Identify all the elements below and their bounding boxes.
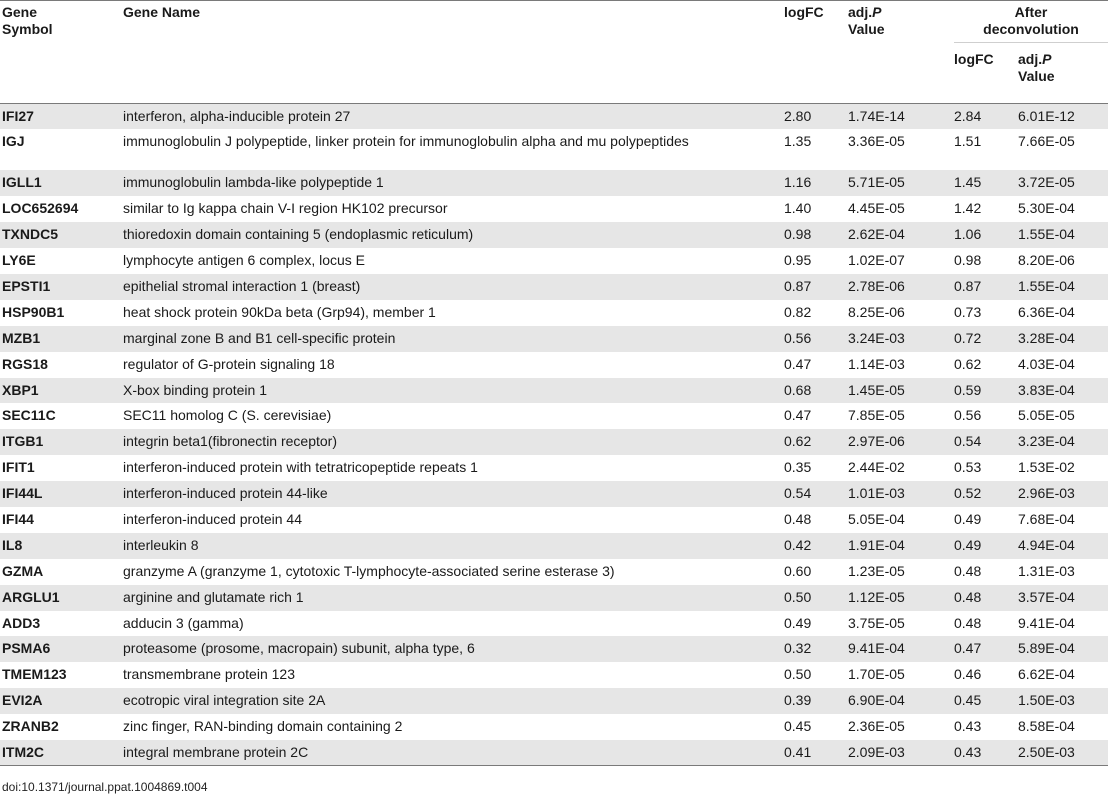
after-adj-p-cell: 4.03E-04 [1018,355,1075,372]
logfc-cell: 2.80 [784,104,838,130]
logfc-cell: 0.50 [784,666,812,683]
gene-name-cell: interferon-induced protein 44-like [120,481,784,507]
gene-name-cell: integrin beta1(fibronectin receptor) [120,429,784,455]
after-logfc-cell: 0.47 [954,636,1008,662]
after-adj-p-cell: 3.57E-04 [1008,585,1108,611]
adj-p-cell: 1.91E-04 [838,533,954,559]
table-row [0,170,1108,196]
gene-name-cell: transmembrane protein 123 [123,666,295,683]
logfc-cell: 0.87 [784,274,838,300]
logfc-cell: 0.32 [784,636,838,662]
gene-name-cell: immunoglobulin J polypeptide, linker protein for immunoglobulin alpha and mu polypeptides [123,133,689,150]
gene-symbol-cell: ARGLU1 [0,585,120,611]
after-adj-p-cell: 5.30E-04 [1018,200,1075,217]
logfc-cell: 0.54 [784,481,838,507]
gene-name-cell: arginine and glutamate rich 1 [120,585,784,611]
logfc-cell: 0.82 [784,303,812,320]
adj-p-cell: 1.45E-05 [838,378,954,404]
after-logfc-cell: 1.06 [954,222,1008,248]
after-logfc-cell: 2.84 [954,104,1008,130]
adj-p-cell: 4.45E-05 [848,200,905,217]
gene-symbol-cell: ADD3 [2,614,41,631]
header-adj-p-prefix: adj. [848,4,873,20]
table-row [0,533,1108,559]
table-row [0,559,1108,585]
gene-name-cell: heat shock protein 90kDa beta (Grp94), member 1 [123,303,436,320]
logfc-cell: 0.47 [784,355,812,372]
adj-p-cell: 6.90E-04 [838,688,954,714]
table-row [0,611,1108,637]
header-after-adj-p-prefix: adj. [1018,51,1043,67]
after-adj-p-cell: 2.96E-03 [1008,481,1108,507]
gene-symbol-cell: ITGB1 [0,429,120,455]
after-logfc-cell: 0.87 [954,274,1008,300]
gene-name-cell: adducin 3 (gamma) [123,614,244,631]
header-after-logfc: logFC [954,43,1008,104]
gene-symbol-cell: HSP90B1 [2,303,65,320]
gene-symbol-cell: IFI44L [0,481,120,507]
adj-p-cell: 9.41E-04 [838,636,954,662]
gene-name-cell: interleukin 8 [120,533,784,559]
gene-name-cell: thioredoxin domain containing 5 (endoplasmic reticulum) [120,222,784,248]
gene-name-cell: lymphocyte antigen 6 complex, locus E [123,252,366,269]
table-row [0,129,1108,170]
after-logfc-cell: 0.48 [954,614,982,631]
after-adj-p-cell: 3.23E-04 [1008,429,1108,455]
adj-p-cell: 5.71E-05 [838,170,954,196]
gene-name-cell: regulator of G-protein signaling 18 [123,355,335,372]
header-after-adj-p-value [1008,43,1108,104]
after-logfc-cell: 0.62 [954,355,982,372]
after-adj-p-cell: 3.83E-04 [1008,378,1108,404]
header-after-adj-p-suffix: Value [1018,68,1055,84]
gene-name-cell: similar to Ig kappa chain V-I region HK102 precursor [123,200,448,217]
adj-p-cell: 1.74E-14 [838,104,954,130]
logfc-cell: 0.48 [784,510,812,527]
logfc-cell: 1.40 [784,200,812,217]
table-row [0,248,1108,274]
after-adj-p-cell: 6.62E-04 [1018,666,1075,683]
header-gene-symbol-line2: Symbol [2,21,53,37]
gene-name-cell: marginal zone B and B1 cell-specific protein [120,326,784,352]
after-adj-p-cell: 2.50E-03 [1008,740,1108,766]
adj-p-cell: 2.97E-06 [838,429,954,455]
adj-p-cell: 3.75E-05 [848,614,905,631]
table-row [0,481,1108,507]
gene-symbol-cell: MZB1 [0,326,120,352]
gene-name-cell: zinc finger, RAN-binding domain containing 2 [123,718,403,735]
adj-p-cell: 2.62E-04 [838,222,954,248]
gene-name-cell: granzyme A (granzyme 1, cytotoxic T-lymphocyte-associated serine esterase 3) [123,562,615,579]
after-logfc-cell: 0.49 [954,510,982,527]
table-row [0,688,1108,714]
table-body [0,104,1108,766]
after-adj-p-cell: 7.68E-04 [1018,510,1075,527]
table-row [0,300,1108,326]
header-gene-symbol [0,1,120,104]
gene-name-cell: interferon-induced protein 44 [123,510,303,527]
adj-p-cell: 2.36E-05 [848,718,905,735]
header-after-adj-p-italic: P [1042,51,1052,67]
table-row [0,222,1108,248]
table-row [0,274,1108,300]
adj-p-cell: 1.23E-05 [848,562,905,579]
logfc-cell: 0.50 [784,585,838,611]
table-row [0,196,1108,222]
gene-symbol-cell: IFI27 [0,104,120,130]
logfc-cell: 0.62 [784,429,838,455]
gene-symbol-cell: LOC652694 [2,200,79,217]
gene-symbol-cell: TXNDC5 [0,222,120,248]
header-gene-symbol-line1: Gene [2,4,38,20]
gene-symbol-cell: EPSTI1 [0,274,120,300]
header-logfc: logFC [784,1,838,104]
adj-p-cell: 1.01E-03 [838,481,954,507]
table-row [0,403,1108,429]
gene-name-cell: interferon-induced protein with tetratricopeptide repeats 1 [123,459,478,476]
header-adj-p-value [838,1,954,104]
after-logfc-cell: 0.53 [954,459,982,476]
after-adj-p-cell: 3.72E-05 [1008,170,1108,196]
gene-symbol-cell: SEC11C [2,407,56,424]
after-logfc-cell: 0.48 [954,585,1008,611]
after-adj-p-cell: 1.31E-03 [1018,562,1075,579]
adj-p-cell: 1.14E-03 [848,355,905,372]
logfc-cell: 0.95 [784,252,812,269]
header-after-line2: deconvolution [983,21,1079,37]
after-logfc-cell: 1.42 [954,200,982,217]
after-logfc-cell: 0.49 [954,533,1008,559]
header-adj-p-italic: P [872,4,882,20]
after-adj-p-cell: 9.41E-04 [1018,614,1075,631]
adj-p-cell: 1.12E-05 [838,585,954,611]
logfc-cell: 0.47 [784,407,812,424]
after-logfc-cell: 0.56 [954,407,982,424]
gene-symbol-cell: ITM2C [0,740,120,766]
after-logfc-cell: 0.46 [954,666,982,683]
gene-symbol-cell: RGS18 [2,355,48,372]
gene-symbol-cell: ZRANB2 [2,718,59,735]
logfc-cell: 1.16 [784,170,838,196]
gene-symbol-cell: LY6E [2,252,36,269]
table-row [0,455,1108,481]
adj-p-cell: 8.25E-06 [848,303,905,320]
table-row [0,378,1108,404]
after-logfc-cell: 0.72 [954,326,1008,352]
adj-p-cell: 3.36E-05 [848,133,905,150]
after-logfc-cell: 0.98 [954,252,982,269]
after-logfc-cell: 0.54 [954,429,1008,455]
gene-symbol-cell: IFIT1 [2,459,35,476]
logfc-cell: 0.98 [784,222,838,248]
after-adj-p-cell: 8.58E-04 [1018,718,1075,735]
after-adj-p-cell: 8.20E-06 [1018,252,1075,269]
logfc-cell: 0.35 [784,459,812,476]
after-adj-p-cell: 7.66E-05 [1018,133,1075,150]
logfc-cell: 0.68 [784,378,838,404]
gene-name-cell: epithelial stromal interaction 1 (breast) [120,274,784,300]
gene-symbol-cell: PSMA6 [0,636,120,662]
after-logfc-cell: 1.51 [954,133,982,150]
gene-symbol-cell: EVI2A [0,688,120,714]
after-logfc-cell: 0.43 [954,718,982,735]
table-row [0,740,1108,766]
logfc-cell: 1.35 [784,133,812,150]
gene-name-cell: immunoglobulin lambda-like polypeptide 1 [120,170,784,196]
gene-symbol-cell: XBP1 [0,378,120,404]
after-adj-p-cell: 1.55E-04 [1008,222,1108,248]
adj-p-cell: 1.70E-05 [848,666,905,683]
gene-name-cell: integral membrane protein 2C [120,740,784,766]
logfc-cell: 0.39 [784,688,838,714]
table-row [0,585,1108,611]
table-row [0,507,1108,533]
after-adj-p-cell: 6.36E-04 [1018,303,1075,320]
gene-name-cell: interferon, alpha-inducible protein 27 [120,104,784,130]
table-row [0,636,1108,662]
after-logfc-cell: 0.45 [954,688,1008,714]
adj-p-cell: 2.09E-03 [838,740,954,766]
gene-symbol-cell: GZMA [2,562,44,579]
logfc-cell: 0.45 [784,718,812,735]
after-logfc-cell: 0.73 [954,303,982,320]
after-adj-p-cell: 5.05E-05 [1018,407,1075,424]
gene-symbol-cell: IGLL1 [0,170,120,196]
logfc-cell: 0.42 [784,533,838,559]
after-logfc-cell: 0.48 [954,562,982,579]
gene-symbol-cell: IGJ [2,133,25,150]
gene-name-cell: X-box binding protein 1 [120,378,784,404]
gene-name-cell: SEC11 homolog C (S. cerevisiae) [123,407,332,424]
after-logfc-cell: 0.59 [954,378,1008,404]
table-row [0,326,1108,352]
gene-symbol-cell: IL8 [0,533,120,559]
header-after-line1: After [1014,4,1048,20]
header-gene-name: Gene Name [120,1,784,104]
table-row [0,429,1108,455]
table-row [0,714,1108,740]
gene-name-cell: ecotropic viral integration site 2A [120,688,784,714]
after-adj-p-cell: 4.94E-04 [1008,533,1108,559]
doi-caption: doi:10.1371/journal.ppat.1004869.t004 [2,780,208,794]
after-logfc-cell: 0.43 [954,740,1008,766]
table-row [0,662,1108,688]
gene-name-cell: proteasome (prosome, macropain) subunit, alpha type, 6 [120,636,784,662]
table-header [0,1,1108,104]
after-adj-p-cell: 1.53E-02 [1018,459,1075,476]
header-adj-p-suffix: Value [848,21,885,37]
adj-p-cell: 2.44E-02 [848,459,905,476]
adj-p-cell: 5.05E-04 [848,510,905,527]
after-logfc-cell: 1.45 [954,170,1008,196]
after-adj-p-cell: 1.55E-04 [1008,274,1108,300]
adj-p-cell: 1.02E-07 [848,252,905,269]
after-adj-p-cell: 5.89E-04 [1008,636,1108,662]
after-adj-p-cell: 6.01E-12 [1008,104,1108,130]
table-row [0,352,1108,378]
logfc-cell: 0.41 [784,740,838,766]
adj-p-cell: 7.85E-05 [848,407,905,424]
logfc-cell: 0.60 [784,562,812,579]
gene-symbol-cell: IFI44 [2,510,34,527]
logfc-cell: 0.49 [784,614,812,631]
after-logfc-cell: 0.52 [954,481,1008,507]
gene-symbol-cell: TMEM123 [2,666,67,683]
table-row [0,104,1108,130]
logfc-cell: 0.56 [784,326,838,352]
after-adj-p-cell: 3.28E-04 [1008,326,1108,352]
after-adj-p-cell: 1.50E-03 [1008,688,1108,714]
adj-p-cell: 2.78E-06 [838,274,954,300]
header-after-deconvolution [954,1,1108,43]
adj-p-cell: 3.24E-03 [838,326,954,352]
